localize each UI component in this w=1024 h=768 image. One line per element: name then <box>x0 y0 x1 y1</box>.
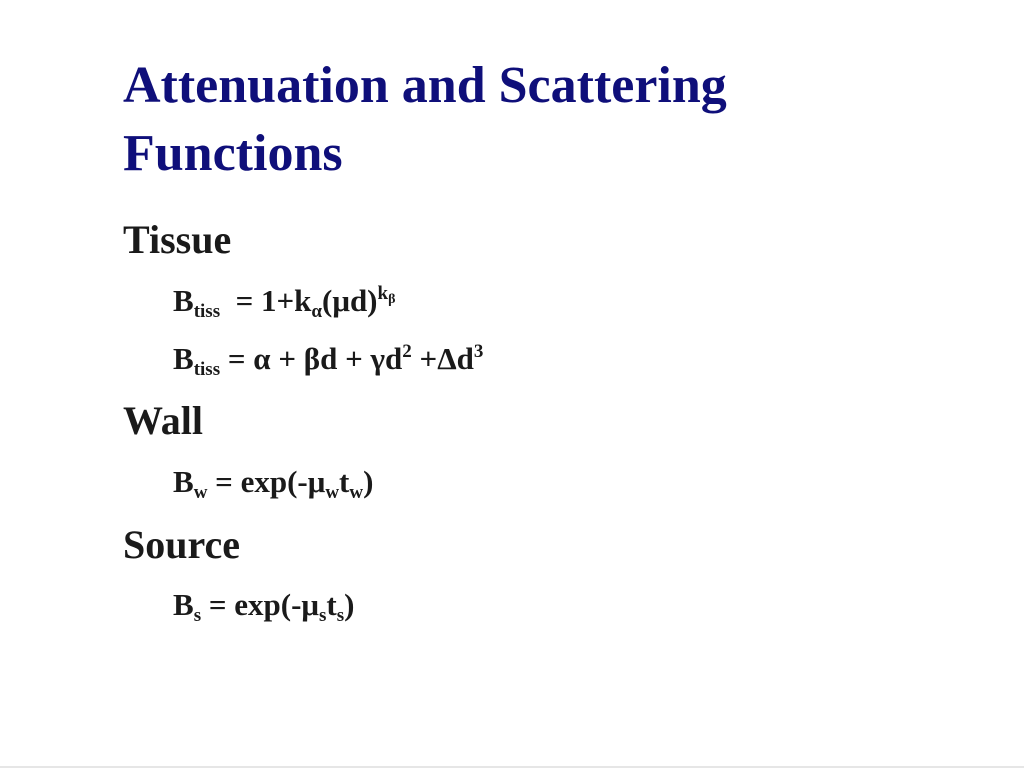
equation-tissue-1: $B_{tiss} = 1+k_\alpha(\mu d)^{k_\beta}$ <box>173 283 396 322</box>
section-heading-tissue: Tissue <box>123 217 232 262</box>
section-heading-source: Source <box>123 522 241 567</box>
equation-wall-1: $B_w = \exp(-\mu_wt_w)$ <box>173 464 374 503</box>
equation-tissue-2: $B_{tiss} = \alpha + \beta d + \gamma d^2 +\Delta d^3$ <box>173 341 484 380</box>
section-heading-wall: Wall <box>123 398 204 443</box>
slide-title: Attenuation and Scattering Functions <box>123 57 727 182</box>
equation-source-1: $B_s = \exp(-\mu_st_s)$ <box>173 587 355 626</box>
